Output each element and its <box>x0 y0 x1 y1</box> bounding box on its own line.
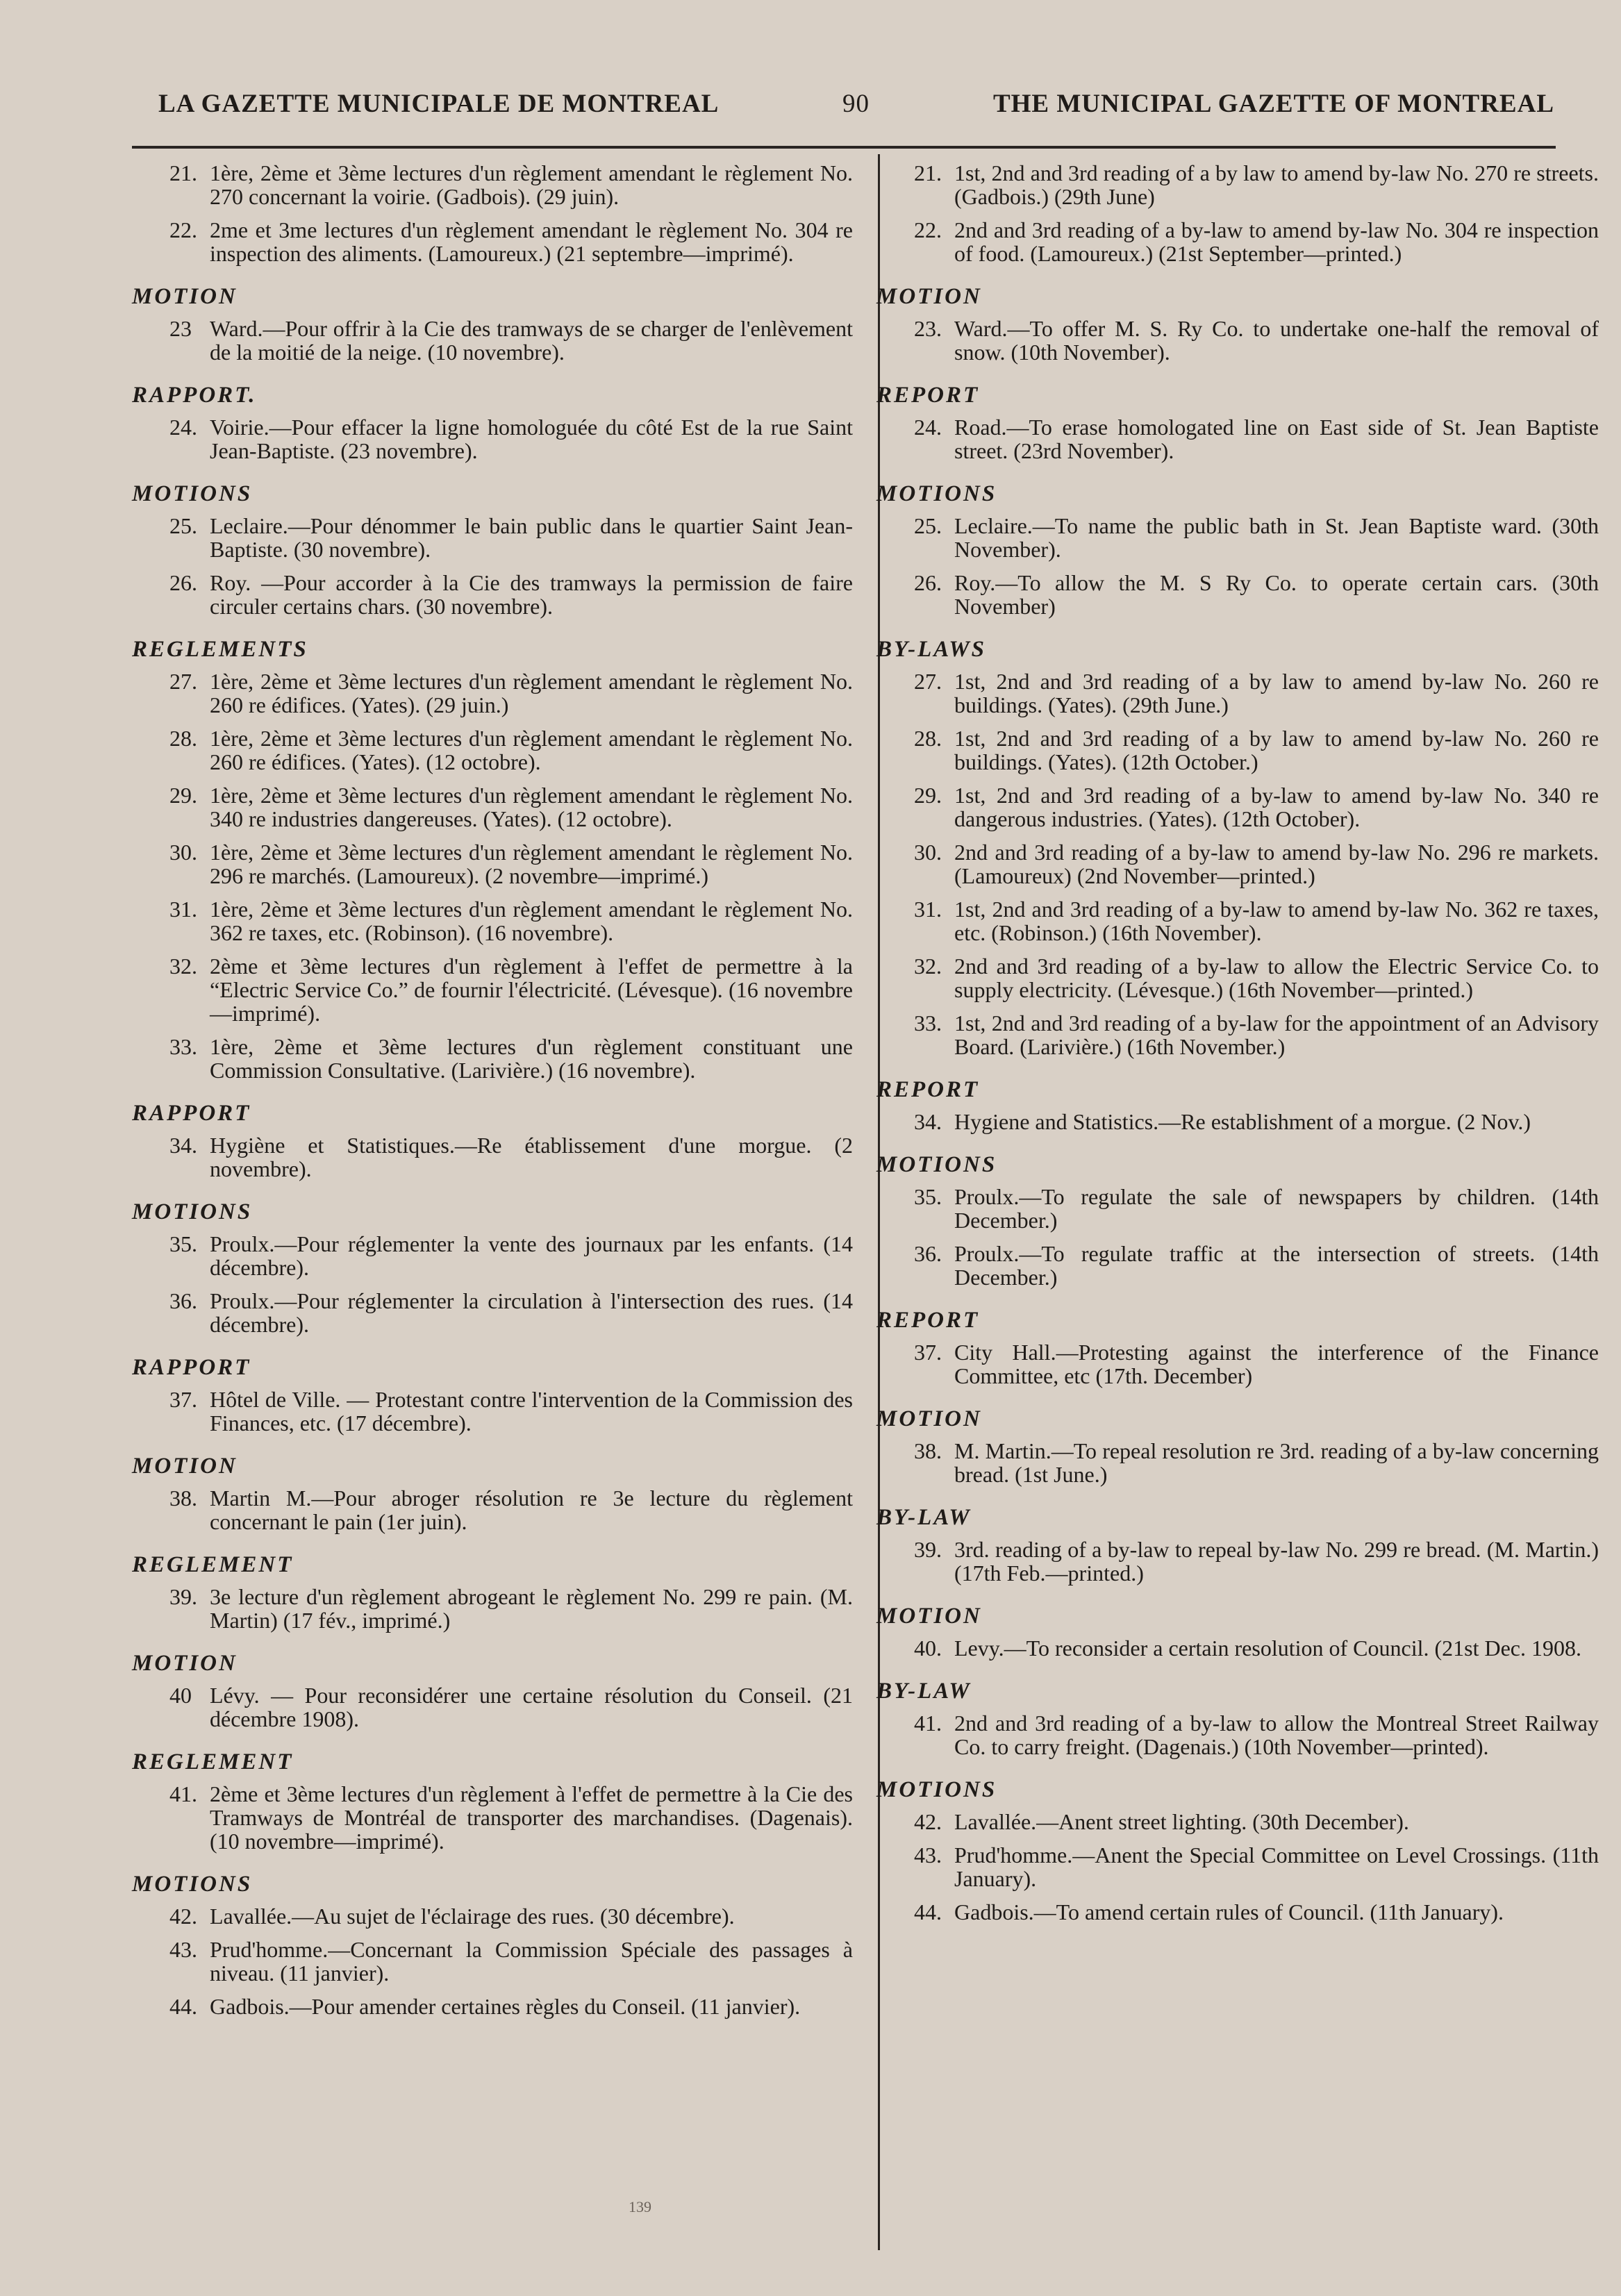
item-number: 28. <box>169 726 197 751</box>
french-agenda-item <box>132 1995 853 2018</box>
english-section-heading: MOTION <box>876 284 982 309</box>
english-section-heading: MOTIONS <box>876 1777 997 1802</box>
item-number: 34. <box>914 1109 942 1134</box>
french-agenda-item <box>132 669 853 717</box>
english-agenda-item <box>876 1242 1599 1289</box>
item-number: 30. <box>914 840 942 865</box>
item-text: 1ère, 2ème et 3ème lectures d'un règlement amendant le règlement No. 362 re taxes, etc. (Robinson). (16 novembre). <box>210 897 853 945</box>
header-title-english: THE MUNICIPAL GAZETTE OF MONTREAL <box>992 90 1554 118</box>
english-section-heading: MOTION <box>876 1604 982 1629</box>
header-rule <box>132 146 1556 149</box>
item-text: 1ère, 2ème et 3ème lectures d'un règlement amendant le règlement No. 296 re marchés. (Lamoureux). (2 novembre—imprimé.) <box>210 840 853 888</box>
item-number: 39. <box>914 1537 942 1562</box>
item-number: 25. <box>914 513 942 538</box>
item-number: 35. <box>169 1231 197 1256</box>
item-text: 1st, 2nd and 3rd reading of a by law to amend by-law No. 270 re streets. (Gadbois.) (29th June) <box>954 160 1599 209</box>
french-agenda-item <box>132 783 853 831</box>
header-title-french: LA GAZETTE MUNICIPALE DE MONTREAL <box>158 90 720 118</box>
item-number: 28. <box>914 726 942 751</box>
item-text: 1ère, 2ème et 3ème lectures d'un règlement amendant le règlement No. 340 re industries dangereuses. (Yates). (12 octobre). <box>210 783 853 831</box>
french-agenda-item <box>132 1388 853 1435</box>
item-number: 24. <box>169 415 197 440</box>
french-agenda-item <box>132 840 853 888</box>
french-agenda-item <box>132 1585 853 1632</box>
item-text: M. Martin.—To repeal resolution re 3rd. reading of a by-law concerning bread. (1st June.) <box>954 1438 1599 1487</box>
english-agenda-item <box>876 669 1599 717</box>
item-number: 32. <box>169 954 197 979</box>
item-number: 43. <box>169 1937 197 1962</box>
english-agenda-item <box>876 514 1599 561</box>
french-section-heading: REGLEMENT <box>132 1552 294 1577</box>
item-number: 33. <box>914 1010 942 1035</box>
french-agenda-item <box>132 1486 853 1533</box>
item-number: 41. <box>169 1781 197 1806</box>
item-text: Hôtel de Ville. — Protestant contre l'intervention de la Commission des Finances, etc. (17 décembre). <box>210 1387 853 1436</box>
item-text: Prud'homme.—Anent the Special Committee on Level Crossings. (11th January). <box>954 1842 1599 1891</box>
english-agenda-item <box>876 1843 1599 1890</box>
item-number: 37. <box>914 1340 942 1365</box>
english-agenda-item <box>876 317 1599 364</box>
item-text: City Hall.—Protesting against the interference of the Finance Committee, etc (17th. December) <box>954 1340 1599 1388</box>
item-text: 1st, 2nd and 3rd reading of a by law to amend by-law No. 260 re buildings. (Yates). (29th June.) <box>954 669 1599 717</box>
item-number: 25. <box>169 513 197 538</box>
item-number: 23. <box>914 316 942 341</box>
item-number: 36. <box>169 1288 197 1313</box>
item-number: 29. <box>914 783 942 808</box>
french-section-heading: MOTION <box>132 1454 238 1479</box>
item-number: 43. <box>914 1842 942 1867</box>
item-text: Gadbois.—To amend certain rules of Council. (11th January). <box>954 1899 1504 1924</box>
item-text: Hygiène et Statistiques.—Re établissement d'une morgue. (2 novembre). <box>210 1133 853 1181</box>
english-agenda-item <box>876 1636 1599 1660</box>
english-agenda-item <box>876 1185 1599 1232</box>
item-number: 42. <box>169 1904 197 1929</box>
french-section-heading: MOTIONS <box>132 1872 253 1897</box>
item-number: 31. <box>914 897 942 922</box>
item-number: 30. <box>169 840 197 865</box>
item-text: Leclaire.—To name the public bath in St. Jean Baptiste ward. (30th November). <box>954 513 1599 562</box>
english-section-heading: MOTION <box>876 1406 982 1431</box>
english-agenda-item <box>876 571 1599 618</box>
item-number: 29. <box>169 783 197 808</box>
item-number: 23 <box>169 316 192 341</box>
item-text: 1ère, 2ème et 3ème lectures d'un règlement amendant le règlement No. 260 re édifices. (Yates). (12 octobre). <box>210 726 853 774</box>
french-section-heading: REGLEMENTS <box>132 637 308 662</box>
french-agenda-item <box>132 954 853 1025</box>
french-agenda-item <box>132 897 853 945</box>
item-number: 31. <box>169 897 197 922</box>
english-agenda-item <box>876 783 1599 831</box>
item-text: Hygiene and Statistics.—Re establishment of a morgue. (2 Nov.) <box>954 1109 1531 1134</box>
english-agenda-item <box>876 1011 1599 1058</box>
item-number: 21. <box>169 160 197 185</box>
item-text: Lavallée.—Au sujet de l'éclairage des rues. (30 décembre). <box>210 1904 735 1929</box>
english-agenda-item <box>876 726 1599 774</box>
french-section-heading: RAPPORT <box>132 1101 251 1126</box>
french-agenda-item <box>132 1035 853 1082</box>
item-text: 2nd and 3rd reading of a by-law to allow the Electric Service Co. to supply electricity. (Lévesque.) (16th November—printed.) <box>954 954 1599 1002</box>
english-section-heading: REPORT <box>876 1077 980 1102</box>
french-agenda-item <box>132 726 853 774</box>
item-text: Proulx.—Pour réglementer la vente des journaux par les enfants. (14 décembre). <box>210 1231 853 1280</box>
item-text: Roy.—To allow the M. S Ry Co. to operate certain cars. (30th November) <box>954 570 1599 619</box>
item-number: 41. <box>914 1711 942 1736</box>
french-agenda-item <box>132 1782 853 1853</box>
english-agenda-item <box>876 840 1599 888</box>
item-number: 37. <box>169 1387 197 1412</box>
item-text: 1st, 2nd and 3rd reading of a by-law to amend by-law No. 362 re taxes, etc. (Robinson.) (16th November). <box>954 897 1599 945</box>
page-number: 90 <box>842 90 870 118</box>
item-text: 3rd. reading of a by-law to repeal by-law No. 299 re bread. (M. Martin.) (17th Feb.—printed.) <box>954 1537 1599 1586</box>
item-number: 27. <box>169 669 197 694</box>
english-section-heading: MOTIONS <box>876 1152 997 1177</box>
item-number: 22. <box>914 217 942 242</box>
french-agenda-item <box>132 1133 853 1181</box>
english-section-heading: MOTIONS <box>876 481 997 506</box>
item-text: 1st, 2nd and 3rd reading of a by law to amend by-law No. 260 re buildings. (Yates). (12th October.) <box>954 726 1599 774</box>
item-text: Roy. —Pour accorder à la Cie des tramways la permission de faire circuler certains chars. (30 novembre). <box>210 570 853 619</box>
french-agenda-item <box>132 317 853 364</box>
item-text: 1st, 2nd and 3rd reading of a by-law to amend by-law No. 340 re dangerous industries. (Yates). (12th October). <box>954 783 1599 831</box>
french-section-heading: REGLEMENT <box>132 1749 294 1774</box>
item-text: Voirie.—Pour effacer la ligne homologuée du côté Est de la rue Saint Jean-Baptiste. (23 novembre). <box>210 415 853 463</box>
french-agenda-item <box>132 1289 853 1336</box>
item-text: 1ère, 2ème et 3ème lectures d'un règlement constituant une Commission Consultative. (Larivière.) (16 novembre). <box>210 1034 853 1083</box>
item-text: Ward.—Pour offrir à la Cie des tramways de se charger de l'enlèvement de la moitié de la neige. (10 novembre). <box>210 316 853 365</box>
item-number: 44. <box>914 1899 942 1924</box>
item-text: 1ère, 2ème et 3ème lectures d'un règlement amendant le règlement No. 270 concernant la voirie. (Gadbois). (29 juin). <box>210 160 853 209</box>
english-agenda-item <box>876 1810 1599 1833</box>
french-agenda-item <box>132 1904 853 1928</box>
page-header <box>158 89 1554 131</box>
item-number: 40 <box>169 1683 192 1708</box>
item-text: 2me et 3me lectures d'un règlement amendant le règlement No. 304 re inspection des aliments. (Lamoureux.) (21 septembre—imprimé). <box>210 217 853 266</box>
item-number: 34. <box>169 1133 197 1158</box>
item-number: 32. <box>914 954 942 979</box>
item-text: 2ème et 3ème lectures d'un règlement à l'effet de permettre à la Cie des Tramways de Montréal de transporter des marchandises. (Dagenais). (10 novembre—imprimé). <box>210 1781 853 1854</box>
english-agenda-item <box>876 161 1599 208</box>
french-agenda-item <box>132 218 853 265</box>
english-agenda-item <box>876 415 1599 463</box>
item-text: Martin M.—Pour abroger résolution re 3e lecture du règlement concernant le pain (1er juin). <box>210 1486 853 1534</box>
french-section-heading: MOTION <box>132 284 238 309</box>
item-number: 42. <box>914 1809 942 1834</box>
item-text: Leclaire.—Pour dénommer le bain public dans le quartier Saint Jean-Baptiste. (30 novembre). <box>210 513 853 562</box>
item-text: 2nd and 3rd reading of a by-law to amend by-law No. 296 re markets. (Lamoureux) (2nd November—printed.) <box>954 840 1599 888</box>
french-agenda-item <box>132 1232 853 1279</box>
item-number: 39. <box>169 1584 197 1609</box>
item-text: 1ère, 2ème et 3ème lectures d'un règlement amendant le règlement No. 260 re édifices. (Yates). (29 juin.) <box>210 669 853 717</box>
item-text: 2ème et 3ème lectures d'un règlement à l'effet de permettre à la “Electric Service Co.” de fournir l'électricité. (Lévesque). (16 novembre—imprimé). <box>210 954 853 1026</box>
item-text: Ward.—To offer M. S. Ry Co. to undertake one-half the removal of snow. (10th November). <box>954 316 1599 365</box>
english-agenda-item <box>876 1110 1599 1133</box>
item-number: 26. <box>169 570 197 595</box>
item-text: 2nd and 3rd reading of a by-law to amend by-law No. 304 re inspection of food. (Lamoureux.) (21st September—printed.) <box>954 217 1599 266</box>
item-text: Levy.—To reconsider a certain resolution of Council. (21st Dec. 1908. <box>954 1636 1581 1661</box>
english-agenda-item <box>876 1538 1599 1585</box>
french-agenda-item <box>132 514 853 561</box>
english-agenda-item <box>876 897 1599 945</box>
english-agenda-item <box>876 954 1599 1001</box>
english-section-heading: BY-LAW <box>876 1505 972 1530</box>
item-number: 38. <box>169 1486 197 1511</box>
item-number: 27. <box>914 669 942 694</box>
english-section-heading: BY-LAW <box>876 1679 972 1704</box>
english-agenda-item <box>876 218 1599 265</box>
item-text: 3e lecture d'un règlement abrogeant le règlement No. 299 re pain. (M. Martin) (17 fév., imprimé.) <box>210 1584 853 1633</box>
item-text: Proulx.—To regulate traffic at the intersection of streets. (14th December.) <box>954 1241 1599 1290</box>
item-text: Prud'homme.—Concernant la Commission Spéciale des passages à niveau. (11 janvier). <box>210 1937 853 1986</box>
english-section-heading: REPORT <box>876 383 980 408</box>
item-number: 38. <box>914 1438 942 1463</box>
item-text: Proulx.—Pour réglementer la circulation à l'intersection des rues. (14 décembre). <box>210 1288 853 1337</box>
french-agenda-item <box>132 161 853 208</box>
item-number: 33. <box>169 1034 197 1059</box>
french-agenda-item <box>132 415 853 463</box>
english-agenda-item <box>876 1439 1599 1486</box>
french-section-heading: RAPPORT <box>132 1355 251 1380</box>
footer-mark: 139 <box>629 2198 651 2215</box>
english-agenda-item <box>876 1900 1599 1924</box>
french-agenda-item <box>132 1683 853 1731</box>
english-agenda-item <box>876 1340 1599 1388</box>
item-text: Proulx.—To regulate the sale of newspapers by children. (14th December.) <box>954 1184 1599 1233</box>
french-section-heading: MOTION <box>132 1651 238 1676</box>
item-number: 24. <box>914 415 942 440</box>
english-agenda-item <box>876 1711 1599 1758</box>
french-agenda-item <box>132 1938 853 1985</box>
item-number: 36. <box>914 1241 942 1266</box>
french-agenda-item <box>132 571 853 618</box>
english-column <box>876 161 1599 1933</box>
item-number: 44. <box>169 1994 197 2019</box>
item-text: 1st, 2nd and 3rd reading of a by-law for the appointment of an Advisory Board. (Larivière.) (16th November.) <box>954 1010 1599 1059</box>
item-number: 26. <box>914 570 942 595</box>
french-section-heading: RAPPORT. <box>132 383 257 408</box>
item-text: Gadbois.—Pour amender certaines règles du Conseil. (11 janvier). <box>210 1994 801 2019</box>
item-number: 21. <box>914 160 942 185</box>
french-section-heading: MOTIONS <box>132 481 253 506</box>
item-text: Lavallée.—Anent street lighting. (30th December). <box>954 1809 1409 1834</box>
item-number: 40. <box>914 1636 942 1661</box>
item-text: Road.—To erase homologated line on East side of St. Jean Baptiste street. (23rd November). <box>954 415 1599 463</box>
french-section-heading: MOTIONS <box>132 1199 253 1224</box>
french-column <box>132 161 853 2028</box>
item-text: Lévy. — Pour reconsidérer une certaine résolution du Conseil. (21 décembre 1908). <box>210 1683 853 1731</box>
english-section-heading: BY-LAWS <box>876 637 986 662</box>
item-text: 2nd and 3rd reading of a by-law to allow the Montreal Street Railway Co. to carry freight. (Dagenais.) (10th November—printed). <box>954 1711 1599 1759</box>
item-number: 35. <box>914 1184 942 1209</box>
item-number: 22. <box>169 217 197 242</box>
english-section-heading: REPORT <box>876 1308 980 1333</box>
